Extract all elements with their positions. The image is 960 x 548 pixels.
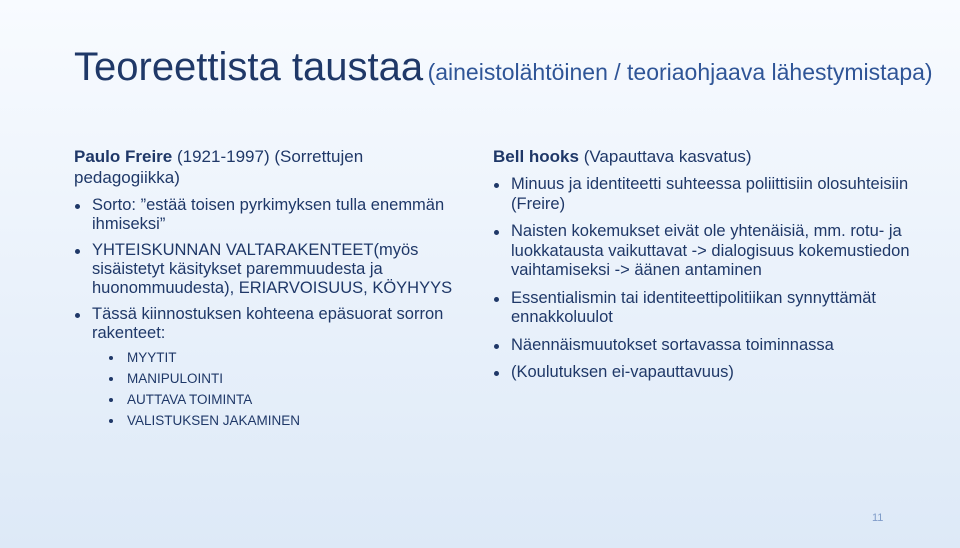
left-heading-detail: (1921-1997) (Sorrettujen pedagogiikka)	[74, 147, 364, 187]
list-item: Tässä kiinnostuksen kohteena epäsuorat sorron rakenteet:	[74, 305, 469, 343]
left-heading-name: Paulo Freire	[74, 147, 173, 166]
right-heading-detail: (Vapauttava kasvatus)	[578, 147, 752, 166]
list-item: (Koulutuksen ei-vapauttavuus)	[493, 363, 918, 383]
right-column	[493, 146, 918, 391]
left-heading	[74, 146, 469, 188]
sub-list-item: MYYTIT	[74, 350, 469, 366]
left-column	[74, 146, 469, 434]
left-bullet-list	[74, 196, 469, 429]
right-bullet-list	[493, 175, 918, 383]
list-item: YHTEISKUNNAN VALTARAKENTEET(myös sisäistetyt käsitykset paremmuudesta ja huonommuudesta), ERIARVOISUUS, KÖYHYYS	[74, 241, 469, 298]
list-item: Essentialismin tai identiteettipolitiikan synnyttämät ennakkoluulot	[493, 289, 918, 328]
sub-list-item: VALISTUKSEN JAKAMINEN	[74, 413, 469, 429]
list-item: Sorto: ”estää toisen pyrkimyksen tulla enemmän ihmiseksi”	[74, 196, 469, 234]
slide-title	[74, 44, 934, 90]
sub-list-item: MANIPULOINTI	[74, 371, 469, 387]
list-item: Minuus ja identiteetti suhteessa poliittisiin olosuhteisiin (Freire)	[493, 175, 918, 214]
title-subtitle: (aineistolähtöinen / teoriaohjaava lähestymistapa)	[427, 59, 933, 85]
right-heading-name: Bell hooks	[493, 147, 579, 166]
right-heading	[493, 146, 918, 167]
title-main: Teoreettista taustaa	[74, 45, 424, 89]
sub-list-item: AUTTAVA TOIMINTA	[74, 392, 469, 408]
list-item: Näennäismuutokset sortavassa toiminnassa	[493, 336, 918, 356]
list-item: Naisten kokemukset eivät ole yhtenäisiä, mm. rotu- ja luokkatausta vaikuttavat -> dialogisuus kokemustiedon vaihtamiseksi -> äänen antaminen	[493, 222, 918, 281]
page-number: 11	[872, 512, 884, 524]
